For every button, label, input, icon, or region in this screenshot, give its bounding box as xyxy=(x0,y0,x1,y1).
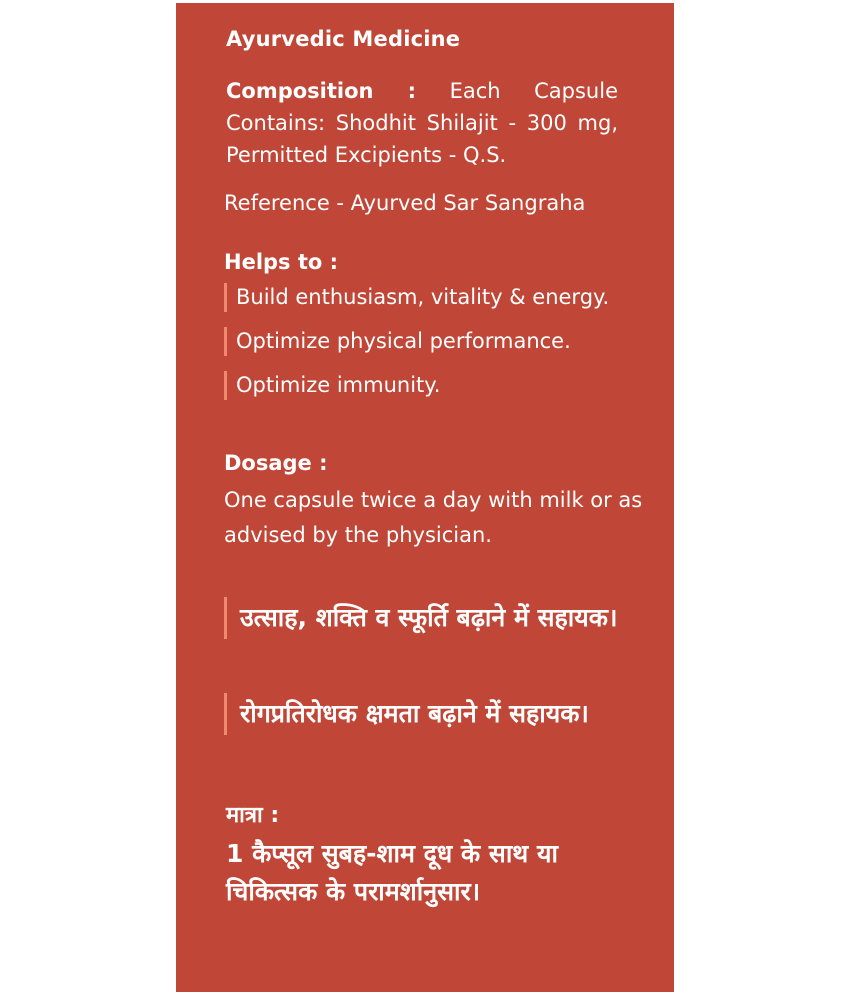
hindi-benefit-item: उत्साह, शक्ति व स्फूर्ति बढ़ाने में सहायक। xyxy=(224,597,640,639)
help-item: Build enthusiasm, vitality & energy. xyxy=(224,283,634,312)
hindi-dosage-text: 1 कैप्सूल सुबह-शाम दूध के साथ या चिकित्सक के परामर्शानुसार। xyxy=(226,839,558,906)
dosage-text: One capsule twice a day with milk or as advised by the physician. xyxy=(224,488,643,547)
product-category-title: Ayurvedic Medicine xyxy=(226,27,461,51)
reference-text: Reference - Ayurved Sar Sangraha xyxy=(224,191,586,215)
composition-label: Composition : xyxy=(226,79,417,103)
help-item: Optimize immunity. xyxy=(224,371,634,400)
composition-section xyxy=(226,75,618,171)
helps-heading: Helps to : xyxy=(224,250,339,274)
hindi-benefit-item: रोगप्रतिरोधक क्षमता बढ़ाने में सहायक। xyxy=(224,693,640,735)
composition-text: Each Capsule Contains: Shodhit Shilajit - 300 mg, Permitted Excipients - Q.S. xyxy=(226,79,618,167)
helps-list xyxy=(224,283,634,415)
hindi-dosage-heading: मात्रा : xyxy=(226,803,280,828)
dosage-heading: Dosage : xyxy=(224,451,328,475)
help-item: Optimize physical performance. xyxy=(224,327,634,356)
product-info-panel xyxy=(176,3,674,992)
